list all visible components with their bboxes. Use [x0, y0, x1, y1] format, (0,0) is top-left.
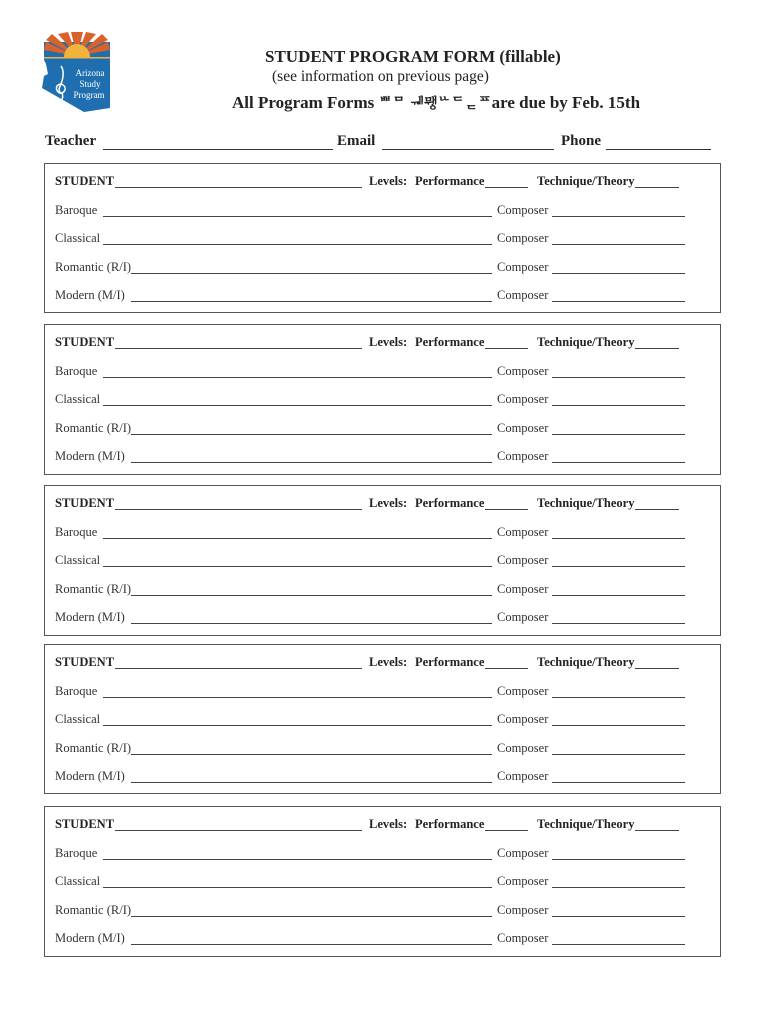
- composer-label: Composer: [497, 260, 549, 274]
- classical-row: [55, 231, 710, 249]
- form-title: STUDENT PROGRAM FORM (fillable): [265, 47, 561, 66]
- baroque-row: [55, 684, 710, 702]
- composer-label: Composer: [497, 203, 549, 217]
- composer-label: Composer: [497, 874, 549, 888]
- modern-piece-field[interactable]: [131, 944, 492, 945]
- romantic-piece-field[interactable]: [131, 754, 492, 755]
- romantic-composer-field[interactable]: [552, 754, 685, 755]
- romantic-row: [55, 903, 710, 921]
- technique-level-field[interactable]: [635, 509, 679, 510]
- classical-piece-field[interactable]: [103, 725, 492, 726]
- romantic-piece-field[interactable]: [131, 434, 492, 435]
- levels-label: Levels:: [369, 817, 408, 831]
- student-name-field[interactable]: [115, 830, 362, 831]
- student-name-field[interactable]: [115, 348, 362, 349]
- baroque-piece-field[interactable]: [103, 216, 492, 217]
- composer-label: Composer: [497, 231, 549, 245]
- classical-composer-field[interactable]: [552, 244, 685, 245]
- classical-row: [55, 553, 710, 571]
- classical-composer-field[interactable]: [552, 405, 685, 406]
- composer-label: Composer: [497, 931, 549, 945]
- student-header-line: [55, 174, 710, 192]
- modern-label: Modern (M/I): [55, 288, 125, 302]
- modern-label: Modern (M/I): [55, 610, 125, 624]
- composer-label: Composer: [497, 288, 549, 302]
- student-header-line: [55, 496, 710, 514]
- student-block-4: [44, 644, 721, 794]
- student-name-field[interactable]: [115, 187, 362, 188]
- modern-label: Modern (M/I): [55, 449, 125, 463]
- composer-label: Composer: [497, 449, 549, 463]
- romantic-row: [55, 421, 710, 439]
- logo-word-1: Arizona: [75, 68, 105, 78]
- phone-field[interactable]: [606, 149, 711, 150]
- technique-level-field[interactable]: [635, 668, 679, 669]
- classical-row: [55, 874, 710, 892]
- phone-label: Phone: [561, 133, 602, 149]
- classical-label: Classical: [55, 874, 101, 888]
- baroque-label: Baroque: [55, 525, 98, 539]
- student-label: STUDENT: [55, 817, 115, 831]
- composer-label: Composer: [497, 712, 549, 726]
- baroque-piece-field[interactable]: [103, 697, 492, 698]
- classical-composer-field[interactable]: [552, 725, 685, 726]
- baroque-label: Baroque: [55, 364, 98, 378]
- student-block-3: [44, 485, 721, 636]
- modern-piece-field[interactable]: [131, 782, 492, 783]
- student-name-field[interactable]: [115, 668, 362, 669]
- levels-label: Levels:: [369, 496, 408, 510]
- romantic-row: [55, 582, 710, 600]
- logo-word-2: Study: [79, 79, 101, 89]
- modern-composer-field[interactable]: [552, 782, 685, 783]
- performance-label: Performance: [415, 655, 485, 669]
- student-block-2: [44, 324, 721, 475]
- composer-label: Composer: [497, 684, 549, 698]
- classical-composer-field[interactable]: [552, 887, 685, 888]
- teacher-info-row: [45, 133, 715, 155]
- due-prefix: All Program Forms: [232, 93, 375, 112]
- romantic-composer-field[interactable]: [552, 434, 685, 435]
- email-label: Email: [337, 133, 376, 149]
- technique-theory-label: Technique/Theory: [537, 655, 635, 669]
- modern-composer-field[interactable]: [552, 623, 685, 624]
- performance-label: Performance: [415, 817, 485, 831]
- classical-label: Classical: [55, 712, 101, 726]
- baroque-composer-field[interactable]: [552, 859, 685, 860]
- technique-theory-label: Technique/Theory: [537, 496, 635, 510]
- technique-theory-label: Technique/Theory: [537, 174, 635, 188]
- baroque-composer-field[interactable]: [552, 697, 685, 698]
- romantic-composer-field[interactable]: [552, 273, 685, 274]
- student-header-line: [55, 335, 710, 353]
- baroque-row: [55, 203, 710, 221]
- arizona-study-program-logo: [40, 30, 114, 120]
- levels-label: Levels:: [369, 174, 408, 188]
- performance-level-field[interactable]: [485, 509, 528, 510]
- performance-label: Performance: [415, 335, 485, 349]
- classical-label: Classical: [55, 392, 101, 406]
- technique-level-field[interactable]: [635, 187, 679, 188]
- student-label: STUDENT: [55, 496, 115, 510]
- romantic-piece-field[interactable]: [131, 273, 492, 274]
- composer-label: Composer: [497, 525, 549, 539]
- romantic-piece-field[interactable]: [131, 916, 492, 917]
- classical-label: Classical: [55, 553, 101, 567]
- performance-level-field[interactable]: [485, 187, 528, 188]
- baroque-piece-field[interactable]: [103, 538, 492, 539]
- romantic-label: Romantic (R/I): [55, 741, 132, 755]
- composer-label: Composer: [497, 392, 549, 406]
- student-block-1: [44, 163, 721, 313]
- classical-piece-field[interactable]: [103, 566, 492, 567]
- romantic-piece-field[interactable]: [131, 595, 492, 596]
- baroque-piece-field[interactable]: [103, 859, 492, 860]
- teacher-field[interactable]: [103, 149, 333, 150]
- technique-level-field[interactable]: [635, 830, 679, 831]
- composer-label: Composer: [497, 769, 549, 783]
- modern-row: [55, 288, 710, 306]
- modern-composer-field[interactable]: [552, 462, 685, 463]
- baroque-label: Baroque: [55, 203, 98, 217]
- baroque-piece-field[interactable]: [103, 377, 492, 378]
- teacher-label: Teacher: [45, 133, 97, 149]
- baroque-label: Baroque: [55, 846, 98, 860]
- modern-row: [55, 610, 710, 628]
- logo-word-3: Program: [73, 90, 105, 100]
- composer-label: Composer: [497, 610, 549, 624]
- student-label: STUDENT: [55, 335, 115, 349]
- baroque-composer-field[interactable]: [552, 538, 685, 539]
- romantic-label: Romantic (R/I): [55, 421, 132, 435]
- classical-piece-field[interactable]: [103, 244, 492, 245]
- modern-composer-field[interactable]: [552, 944, 685, 945]
- student-header-line: [55, 817, 710, 835]
- classical-label: Classical: [55, 231, 101, 245]
- due-garbled-text: ᄈᄆ ᆌᄆᆊᇰᄔᄃᆮᄑ: [378, 96, 492, 112]
- performance-level-field[interactable]: [485, 348, 528, 349]
- romantic-label: Romantic (R/I): [55, 903, 132, 917]
- student-block-5: [44, 806, 721, 957]
- email-field[interactable]: [382, 149, 554, 150]
- romantic-label: Romantic (R/I): [55, 260, 132, 274]
- composer-label: Composer: [497, 582, 549, 596]
- technique-theory-label: Technique/Theory: [537, 817, 635, 831]
- modern-label: Modern (M/I): [55, 931, 125, 945]
- modern-piece-field[interactable]: [131, 623, 492, 624]
- performance-level-field[interactable]: [485, 668, 528, 669]
- composer-label: Composer: [497, 421, 549, 435]
- romantic-composer-field[interactable]: [552, 916, 685, 917]
- performance-label: Performance: [415, 496, 485, 510]
- levels-label: Levels:: [369, 655, 408, 669]
- modern-piece-field[interactable]: [131, 462, 492, 463]
- modern-composer-field[interactable]: [552, 301, 685, 302]
- student-label: STUDENT: [55, 174, 115, 188]
- classical-row: [55, 712, 710, 730]
- technique-level-field[interactable]: [635, 348, 679, 349]
- classical-composer-field[interactable]: [552, 566, 685, 567]
- student-label: STUDENT: [55, 655, 115, 669]
- classical-piece-field[interactable]: [103, 887, 492, 888]
- composer-label: Composer: [497, 364, 549, 378]
- classical-piece-field[interactable]: [103, 405, 492, 406]
- baroque-label: Baroque: [55, 684, 98, 698]
- romantic-row: [55, 741, 710, 759]
- performance-label: Performance: [415, 174, 485, 188]
- baroque-composer-field[interactable]: [552, 377, 685, 378]
- modern-row: [55, 931, 710, 949]
- baroque-row: [55, 364, 710, 382]
- modern-label: Modern (M/I): [55, 769, 125, 783]
- composer-label: Composer: [497, 553, 549, 567]
- composer-label: Composer: [497, 741, 549, 755]
- baroque-row: [55, 846, 710, 864]
- baroque-composer-field[interactable]: [552, 216, 685, 217]
- romantic-composer-field[interactable]: [552, 595, 685, 596]
- performance-level-field[interactable]: [485, 830, 528, 831]
- romantic-label: Romantic (R/I): [55, 582, 132, 596]
- modern-row: [55, 449, 710, 467]
- classical-row: [55, 392, 710, 410]
- romantic-row: [55, 260, 710, 278]
- due-suffix: are due by Feb. 15th: [491, 93, 641, 112]
- baroque-row: [55, 525, 710, 543]
- form-subtitle: (see information on previous page): [272, 68, 489, 85]
- modern-piece-field[interactable]: [131, 301, 492, 302]
- levels-label: Levels:: [369, 335, 408, 349]
- student-header-line: [55, 655, 710, 673]
- modern-row: [55, 769, 710, 787]
- composer-label: Composer: [497, 903, 549, 917]
- due-date-notice: [232, 93, 640, 113]
- composer-label: Composer: [497, 846, 549, 860]
- student-name-field[interactable]: [115, 509, 362, 510]
- technique-theory-label: Technique/Theory: [537, 335, 635, 349]
